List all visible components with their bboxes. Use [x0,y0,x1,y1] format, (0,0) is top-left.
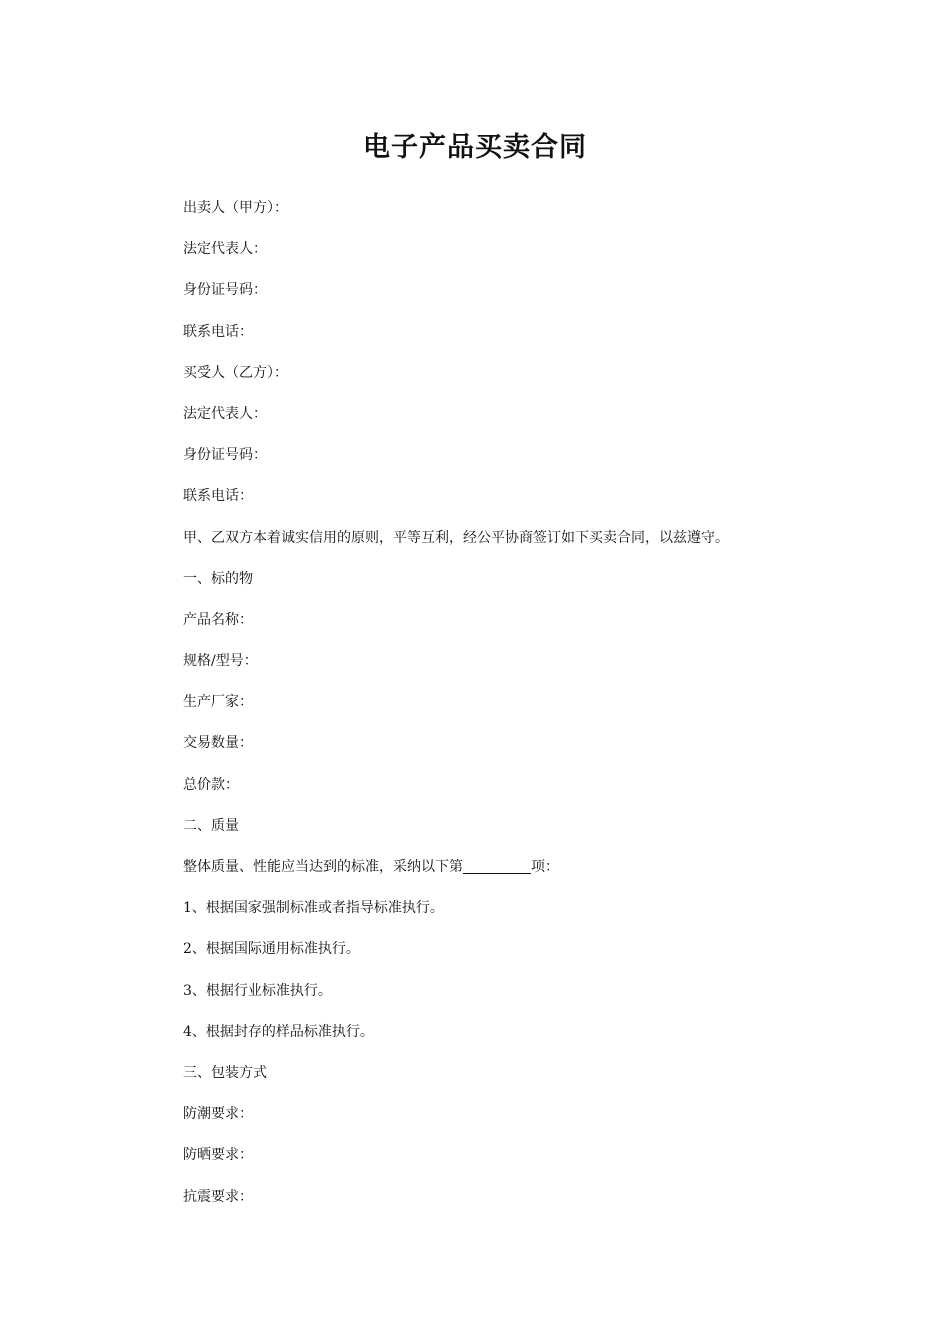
buyer-legal-rep-line: 法定代表人： [183,405,267,422]
section-heading-quality: 二、质量 [183,817,239,834]
quality-clause-text-after: 项： [531,859,559,875]
section-heading-subject-matter: 一、标的物 [183,570,253,587]
sun-proof-line: 防晒要求： [183,1147,253,1164]
spec-model-line: 规格/型号： [183,653,258,670]
quality-option-1: 1、根据国家强制标准或者指导标准执行。 [183,900,444,917]
seller-id-number-line: 身份证号码： [183,282,267,299]
section-heading-packaging: 三、包装方式 [183,1064,267,1081]
preamble-paragraph: 甲、乙双方本着诚实信用的原则，平等互利，经公平协商签订如下买卖合同，以兹遵守。 [183,529,729,546]
quality-option-3: 3、根据行业标准执行。 [183,982,332,999]
fill-in-blank[interactable] [463,859,531,874]
product-name-line: 产品名称： [183,611,253,628]
quality-option-2: 2、根据国际通用标准执行。 [183,941,360,958]
quantity-line: 交易数量： [183,735,253,752]
quality-standard-clause [183,847,823,888]
total-price-line: 总价款： [183,776,239,793]
quality-option-4: 4、根据封存的样品标准执行。 [183,1023,374,1040]
quality-clause-text-before: 整体质量、性能应当达到的标准，采纳以下第 [183,859,463,875]
buyer-line: 买受人（乙方）： [183,364,288,381]
buyer-id-number-line: 身份证号码： [183,447,267,464]
moisture-proof-line: 防潮要求： [183,1106,253,1123]
seller-legal-rep-line: 法定代表人： [183,241,267,258]
document-body [183,188,823,1218]
document-title: 电子产品买卖合同 [363,132,587,163]
shockproof-line: 抗震要求： [183,1188,253,1205]
seller-line: 出卖人（甲方）： [183,200,288,216]
seller-phone-line: 联系电话： [183,323,253,340]
buyer-phone-line: 联系电话： [183,488,253,505]
manufacturer-line: 生产厂家： [183,694,253,711]
